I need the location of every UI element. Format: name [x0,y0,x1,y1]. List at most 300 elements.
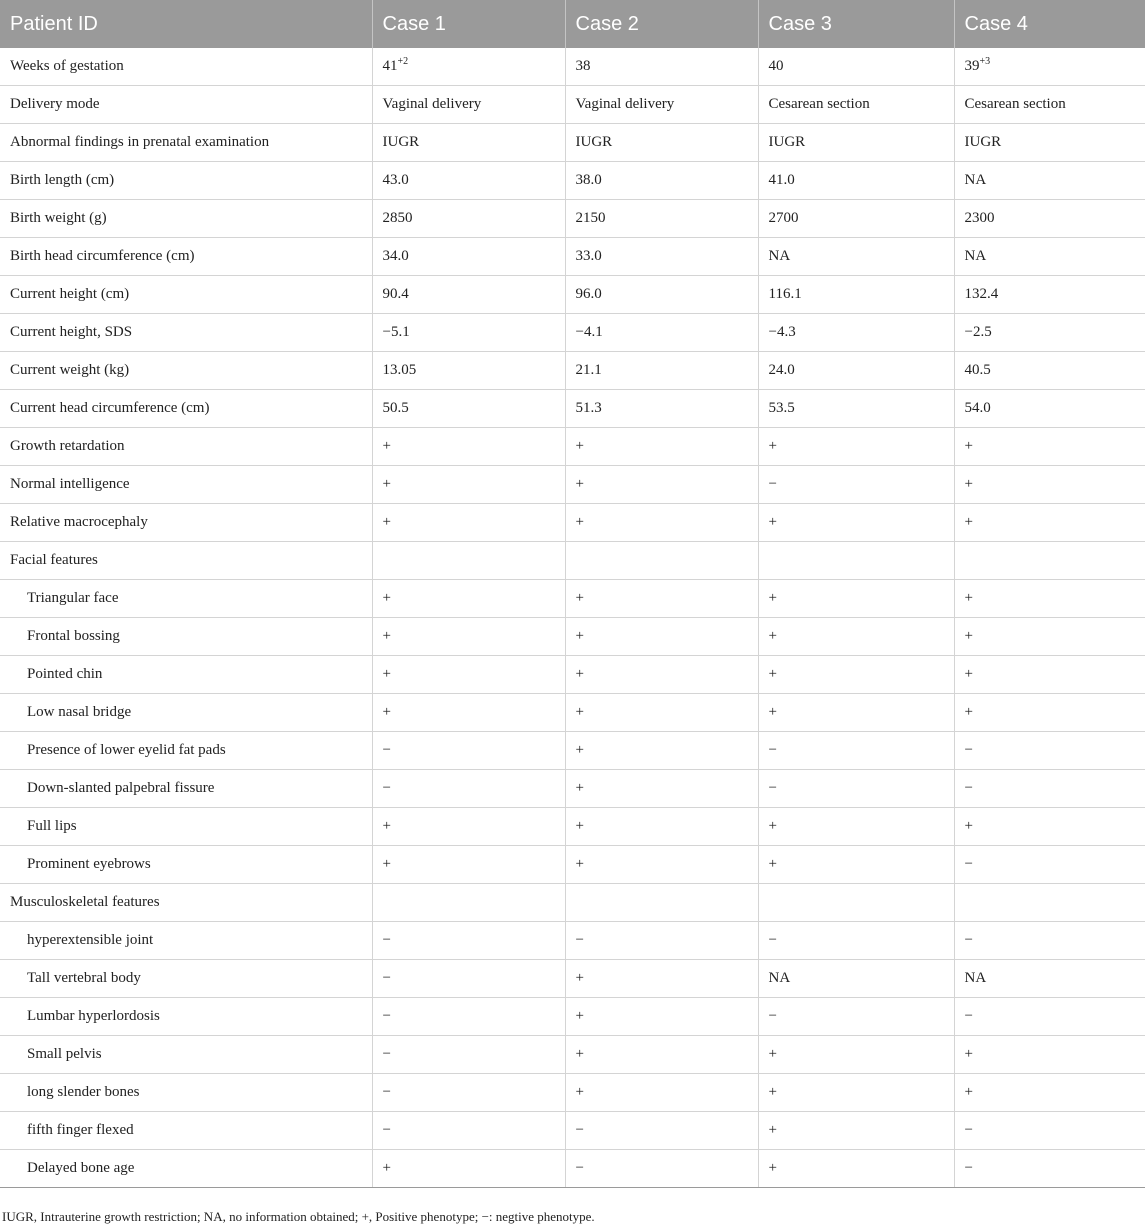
case-4-cell [954,998,1145,1036]
case-2-cell [565,1150,758,1188]
case-4-cell [954,580,1145,618]
cell-value: Vaginal delivery [382,96,482,112]
cell-value: + [382,818,391,834]
case-1-cell [372,1112,565,1150]
case-3-cell [758,922,954,960]
case-1-cell [372,428,565,466]
table-header-row [0,0,1145,48]
case-2-cell [565,580,758,618]
cell-value: − [382,742,391,758]
row-label: Relative macrocephaly [0,504,372,542]
case-1-cell [372,618,565,656]
row-label: Normal intelligence [0,466,372,504]
case-2-cell [565,884,758,922]
case-2-cell [565,466,758,504]
cell-value: 40 [768,58,784,74]
cell-value: 13.05 [382,362,417,378]
table-row [0,352,1145,390]
cell-value: + [382,476,391,492]
case-1-cell [372,1036,565,1074]
case-1-cell [372,808,565,846]
cell-value: 41 [382,58,398,74]
cell-value: 2850 [382,210,413,226]
cell-value: + [768,1160,777,1176]
table-row [0,504,1145,542]
cell-value: − [964,742,973,758]
case-2-cell [565,48,758,86]
case-3-cell [758,846,954,884]
case-4-cell [954,1112,1145,1150]
cell-value: + [575,1008,584,1024]
case-2-cell [565,922,758,960]
case-2-cell [565,656,758,694]
case-1-cell [372,124,565,162]
cell-superscript: +3 [979,56,991,67]
case-2-cell [565,1112,758,1150]
table-body [0,48,1145,1188]
cell-value: 39 [964,58,980,74]
case-2-cell [565,276,758,314]
header-case-1: Case 1 [372,0,565,48]
cell-value: + [964,438,973,454]
case-4-cell [954,276,1145,314]
case-1-cell [372,1074,565,1112]
case-4-cell [954,694,1145,732]
case-3-cell [758,428,954,466]
cell-value: + [964,590,973,606]
cell-value: Cesarean section [964,96,1066,112]
table-row [0,542,1145,580]
case-3-cell [758,656,954,694]
case-4-cell [954,542,1145,580]
cell-value: + [768,1122,777,1138]
case-1-cell [372,960,565,998]
cell-value: − [964,1008,973,1024]
cell-value: 2300 [964,210,995,226]
row-label: Pointed chin [0,656,372,694]
cell-value: NA [768,248,791,264]
table-row [0,390,1145,428]
cell-value: + [768,704,777,720]
cell-value: + [382,856,391,872]
case-4-cell [954,314,1145,352]
row-label: Full lips [0,808,372,846]
row-label: fifth finger flexed [0,1112,372,1150]
cell-value: NA [964,248,987,264]
case-3-cell [758,1074,954,1112]
cell-value: IUGR [768,134,806,150]
cell-value: + [575,438,584,454]
case-3-cell [758,124,954,162]
table-row [0,732,1145,770]
case-4-cell [954,884,1145,922]
case-1-cell [372,466,565,504]
row-label: Current head circumference (cm) [0,390,372,428]
cell-value: NA [964,172,987,188]
case-2-cell [565,960,758,998]
cell-value: IUGR [575,134,613,150]
cell-value: − [382,1046,391,1062]
cell-value: + [768,438,777,454]
case-3-cell [758,580,954,618]
cell-value: + [768,856,777,872]
row-label: Weeks of gestation [0,48,372,86]
cell-value: 2700 [768,210,799,226]
table-row [0,200,1145,238]
cell-value: − [768,780,777,796]
header-patient-id: Patient ID [0,0,372,48]
cell-value: 54.0 [964,400,991,416]
case-4-cell [954,808,1145,846]
table-row [0,922,1145,960]
table-row [0,998,1145,1036]
cell-value: − [575,1122,584,1138]
table-row [0,884,1145,922]
case-2-cell [565,124,758,162]
case-3-cell [758,808,954,846]
row-label: Small pelvis [0,1036,372,1074]
cell-value: 38 [575,58,591,74]
table-row [0,580,1145,618]
cell-value: 41.0 [768,172,795,188]
case-1-cell [372,770,565,808]
case-4-cell [954,732,1145,770]
cell-value: 51.3 [575,400,602,416]
table-row [0,238,1145,276]
cell-value: IUGR [382,134,420,150]
case-4-cell [954,618,1145,656]
case-3-cell [758,504,954,542]
case-2-cell [565,86,758,124]
cell-value: + [964,1084,973,1100]
case-3-cell [758,998,954,1036]
table-row [0,770,1145,808]
cell-value: 34.0 [382,248,409,264]
cell-value: + [382,628,391,644]
cell-value: + [382,704,391,720]
case-1-cell [372,998,565,1036]
case-2-cell [565,200,758,238]
case-2-cell [565,390,758,428]
case-4-cell [954,124,1145,162]
table-row [0,960,1145,998]
case-3-cell [758,732,954,770]
case-1-cell [372,1150,565,1188]
row-label: Growth retardation [0,428,372,466]
case-3-cell [758,542,954,580]
cell-value: Cesarean section [768,96,870,112]
cell-value: − [382,1084,391,1100]
cell-value: + [382,514,391,530]
case-2-cell [565,694,758,732]
table-row [0,86,1145,124]
cell-value: − [768,476,777,492]
case-2-cell [565,428,758,466]
case-2-cell [565,314,758,352]
case-4-cell [954,504,1145,542]
cell-superscript: +2 [397,56,409,67]
table-row [0,1036,1145,1074]
cell-value: 90.4 [382,286,409,302]
cell-value: − [382,780,391,796]
case-3-cell [758,352,954,390]
cell-value: + [575,1084,584,1100]
case-4-cell [954,238,1145,276]
case-2-cell [565,998,758,1036]
case-3-cell [758,884,954,922]
case-4-cell [954,922,1145,960]
cell-value: 38.0 [575,172,602,188]
case-3-cell [758,466,954,504]
row-label: hyperextensible joint [0,922,372,960]
cell-value: 43.0 [382,172,409,188]
row-label: Musculoskeletal features [0,884,372,922]
cell-value: + [575,742,584,758]
cell-value: 116.1 [768,286,802,302]
table-row [0,276,1145,314]
table-row [0,428,1145,466]
cell-value: + [964,514,973,530]
table-row [0,48,1145,86]
case-1-cell [372,162,565,200]
cell-value: −5.1 [382,324,410,340]
case-1-cell [372,884,565,922]
row-label: Delayed bone age [0,1150,372,1188]
row-label: Birth head circumference (cm) [0,238,372,276]
cell-value: + [964,818,973,834]
row-label: Triangular face [0,580,372,618]
cell-value: + [382,1160,391,1176]
case-4-cell [954,466,1145,504]
case-4-cell [954,960,1145,998]
table-row [0,1074,1145,1112]
table-row [0,1150,1145,1188]
case-4-cell [954,428,1145,466]
cell-value: + [382,590,391,606]
case-1-cell [372,86,565,124]
case-2-cell [565,162,758,200]
table-row [0,1112,1145,1150]
cell-value: IUGR [964,134,1002,150]
row-label: Prominent eyebrows [0,846,372,884]
row-label: Delivery mode [0,86,372,124]
table-row [0,124,1145,162]
case-1-cell [372,694,565,732]
case-1-cell [372,656,565,694]
case-4-cell [954,1074,1145,1112]
cell-value: + [964,476,973,492]
cell-value: + [382,438,391,454]
row-label: Abnormal findings in prenatal examination [0,124,372,162]
cell-value: + [575,970,584,986]
case-3-cell [758,618,954,656]
cell-value: + [964,1046,973,1062]
cell-value: 53.5 [768,400,795,416]
case-1-cell [372,922,565,960]
cell-value: 132.4 [964,286,999,302]
cell-value: − [964,856,973,872]
case-4-cell [954,352,1145,390]
cell-value: + [964,628,973,644]
table-row [0,466,1145,504]
case-3-cell [758,86,954,124]
case-2-cell [565,1036,758,1074]
case-1-cell [372,200,565,238]
row-label: Current height, SDS [0,314,372,352]
case-1-cell [372,238,565,276]
table-row [0,314,1145,352]
cell-value: + [575,1046,584,1062]
cell-value: − [382,1122,391,1138]
cell-value: 24.0 [768,362,795,378]
table-row [0,618,1145,656]
row-label: Low nasal bridge [0,694,372,732]
case-2-cell [565,352,758,390]
cell-value: Vaginal delivery [575,96,675,112]
case-2-cell [565,770,758,808]
cell-value: NA [768,970,791,986]
cell-value: − [575,932,584,948]
cell-value: + [964,704,973,720]
row-label: Birth weight (g) [0,200,372,238]
cell-value: − [382,1008,391,1024]
cell-value: − [964,932,973,948]
case-3-cell [758,238,954,276]
row-label: Birth length (cm) [0,162,372,200]
row-label: Tall vertebral body [0,960,372,998]
case-4-cell [954,200,1145,238]
case-2-cell [565,238,758,276]
cell-value: + [768,1046,777,1062]
case-3-cell [758,770,954,808]
case-3-cell [758,48,954,86]
cell-value: −2.5 [964,324,992,340]
table-row [0,656,1145,694]
case-3-cell [758,1036,954,1074]
case-3-cell [758,1150,954,1188]
cell-value: − [382,970,391,986]
cell-value: + [575,704,584,720]
case-4-cell [954,86,1145,124]
case-1-cell [372,846,565,884]
header-case-2: Case 2 [565,0,758,48]
row-label: Current height (cm) [0,276,372,314]
case-1-cell [372,504,565,542]
case-4-cell [954,1150,1145,1188]
header-case-3: Case 3 [758,0,954,48]
case-4-cell [954,48,1145,86]
case-1-cell [372,390,565,428]
cell-value: + [768,514,777,530]
cell-value: + [575,476,584,492]
cell-value: 33.0 [575,248,602,264]
case-1-cell [372,276,565,314]
cell-value: 96.0 [575,286,602,302]
case-2-cell [565,618,758,656]
cell-value: + [575,628,584,644]
cell-value: + [575,590,584,606]
cell-value: + [768,628,777,644]
case-1-cell [372,352,565,390]
table-footnote: IUGR, Intrauterine growth restriction; NA, no information obtained; +, Positive phenotype; −: negtive phenotype. [2,1209,595,1224]
cell-value: 40.5 [964,362,991,378]
cell-value: 2150 [575,210,606,226]
case-3-cell [758,314,954,352]
cell-value: 50.5 [382,400,409,416]
table-row [0,162,1145,200]
cell-value: + [575,666,584,682]
row-label: Frontal bossing [0,618,372,656]
case-1-cell [372,542,565,580]
row-label: Lumbar hyperlordosis [0,998,372,1036]
cell-value: + [575,856,584,872]
cell-value: + [964,666,973,682]
case-3-cell [758,960,954,998]
cell-value: + [575,780,584,796]
row-label: Presence of lower eyelid fat pads [0,732,372,770]
cell-value: + [768,1084,777,1100]
row-label: Facial features [0,542,372,580]
case-2-cell [565,808,758,846]
cell-value: + [768,590,777,606]
case-2-cell [565,504,758,542]
case-2-cell [565,542,758,580]
case-3-cell [758,1112,954,1150]
case-1-cell [372,48,565,86]
cell-value: + [575,818,584,834]
case-1-cell [372,580,565,618]
case-2-cell [565,732,758,770]
table-row [0,808,1145,846]
cell-value: − [964,1160,973,1176]
case-4-cell [954,162,1145,200]
cell-value: − [964,1122,973,1138]
case-2-cell [565,846,758,884]
row-label: Current weight (kg) [0,352,372,390]
header-case-4: Case 4 [954,0,1145,48]
cell-value: − [575,1160,584,1176]
case-3-cell [758,276,954,314]
table-row [0,846,1145,884]
cell-value: NA [964,970,987,986]
cell-value: 21.1 [575,362,602,378]
case-1-cell [372,732,565,770]
case-3-cell [758,162,954,200]
case-4-cell [954,390,1145,428]
cell-value: − [768,932,777,948]
case-4-cell [954,846,1145,884]
cell-value: + [768,666,777,682]
cell-value: −4.1 [575,324,603,340]
case-4-cell [954,1036,1145,1074]
case-3-cell [758,200,954,238]
row-label: Down-slanted palpebral fissure [0,770,372,808]
cell-value: − [964,780,973,796]
case-3-cell [758,694,954,732]
cell-value: −4.3 [768,324,796,340]
case-4-cell [954,656,1145,694]
cell-value: − [382,932,391,948]
cell-value: − [768,1008,777,1024]
case-3-cell [758,390,954,428]
table-row [0,694,1145,732]
case-1-cell [372,314,565,352]
cell-value: − [768,742,777,758]
cell-value: + [575,514,584,530]
cell-value: + [768,818,777,834]
cell-value: + [382,666,391,682]
case-4-cell [954,770,1145,808]
